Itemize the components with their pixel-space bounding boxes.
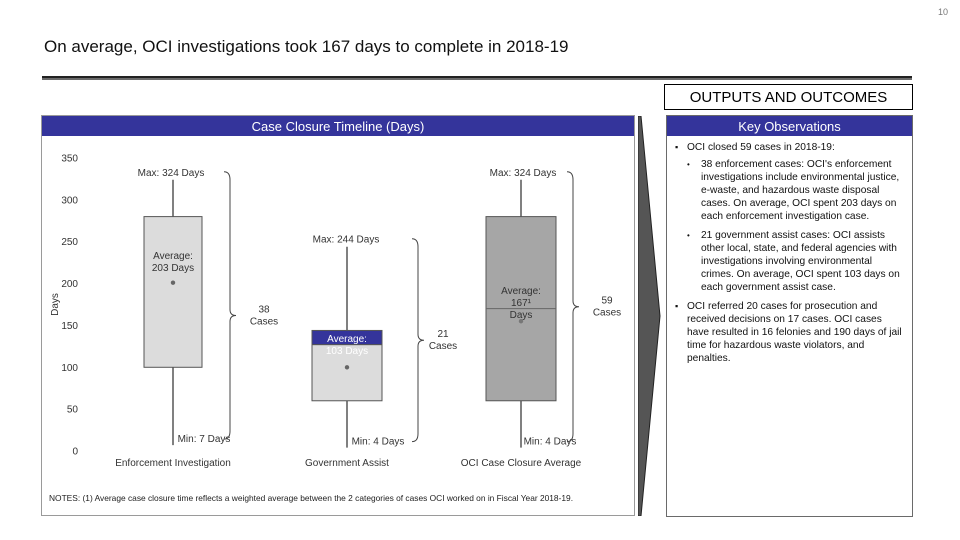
cases-label: Cases xyxy=(428,341,458,353)
bullet-icon: ▪ xyxy=(675,301,679,311)
y-tick-label: 250 xyxy=(61,237,78,249)
section-label-text: OUTPUTS AND OUTCOMES xyxy=(689,88,888,106)
y-tick-label: 350 xyxy=(61,153,78,165)
cases-label: Cases xyxy=(592,307,622,319)
observation-sub-text: 38 enforcement cases: OCI's enforcement investigations include environmental justice, e-waste, and hazardous waste disposal cases. On average, OCI spent 203 days on each enforcement investigation case. xyxy=(701,159,900,222)
average-label: Average: xyxy=(327,334,367,345)
cases-label: 21 xyxy=(437,329,449,341)
average-label: 167¹ xyxy=(510,298,532,309)
section-label xyxy=(664,84,913,110)
range-bracket xyxy=(224,172,236,439)
min-label: Min: 4 Days xyxy=(351,436,405,448)
observations-header xyxy=(667,116,912,136)
cases-label: 38 xyxy=(258,304,270,316)
y-tick-label: 300 xyxy=(61,195,78,207)
flow-arrow-shape xyxy=(638,116,662,516)
observation-text: OCI closed 59 cases in 2018-19: xyxy=(687,142,835,153)
observation-bullet xyxy=(675,300,904,365)
y-tick-label: 0 xyxy=(72,446,78,458)
y-tick-label: 50 xyxy=(66,404,78,416)
observations-header-text: Key Observations xyxy=(738,118,841,134)
observation-text: OCI referred 20 cases for prosecution and received decisions on 17 cases. OCI cases have resulted in 16 felonies and 190 days of jail time for hazardous waste violators, and penalties. xyxy=(687,301,902,364)
chart-notes: NOTES: (1) Average case closure time reflects a weighted average between the 2 categories of cases OCI worked on in Fiscal Year 2018-19. xyxy=(49,493,574,503)
average-label: 203 Days xyxy=(151,263,195,274)
category-label: OCI Case Closure Average xyxy=(460,458,582,469)
min-label: Min: 4 Days xyxy=(523,436,577,448)
sub-bullet-icon: • xyxy=(687,231,690,240)
observation-sub-bullet xyxy=(687,158,904,223)
chart-header xyxy=(42,116,634,136)
min-label: Min: 7 Days xyxy=(177,434,231,446)
average-label: Average: xyxy=(501,286,541,297)
box-rect xyxy=(144,217,202,368)
y-axis-title: Days xyxy=(50,293,61,316)
chart-header-text: Case Closure Timeline (Days) xyxy=(251,118,425,134)
cases-label: 59 xyxy=(601,295,613,307)
range-bracket xyxy=(567,172,579,442)
average-marker xyxy=(171,281,175,285)
observations-panel xyxy=(666,115,913,517)
title-rule xyxy=(42,76,912,80)
average-marker xyxy=(345,365,349,369)
observation-sub-text: 21 government assist cases: OCI assists other local, state, and federal agencies with investigations involving environmental crimes. On average, OCI spent 103 days on each government assist case. xyxy=(701,230,900,293)
y-tick-label: 150 xyxy=(61,320,78,332)
range-bracket xyxy=(412,239,424,442)
average-label: Average: xyxy=(153,251,193,262)
observation-sub-bullet xyxy=(687,229,904,294)
bullet-icon: ▪ xyxy=(675,142,679,152)
max-label: Max: 324 Days xyxy=(489,167,557,179)
chart-panel xyxy=(41,115,635,516)
page-title: On average, OCI investigations took 167 days to complete in 2018-19 xyxy=(44,37,569,56)
y-tick-label: 100 xyxy=(61,362,78,374)
average-label: Days xyxy=(509,310,533,321)
max-label: Max: 324 Days xyxy=(137,167,205,179)
observation-bullet xyxy=(675,141,904,154)
y-tick-label: 200 xyxy=(61,279,78,291)
max-label: Max: 244 Days xyxy=(312,234,380,246)
observations-body xyxy=(667,136,912,365)
average-label: 103 Days xyxy=(325,346,369,357)
cases-label: Cases xyxy=(249,316,279,328)
page-number: 10 xyxy=(937,7,948,17)
category-label: Government Assist xyxy=(305,458,389,469)
sub-bullet-icon: • xyxy=(687,160,690,169)
category-label: Enforcement Investigation xyxy=(115,458,231,469)
box-plot-chart xyxy=(42,116,636,517)
